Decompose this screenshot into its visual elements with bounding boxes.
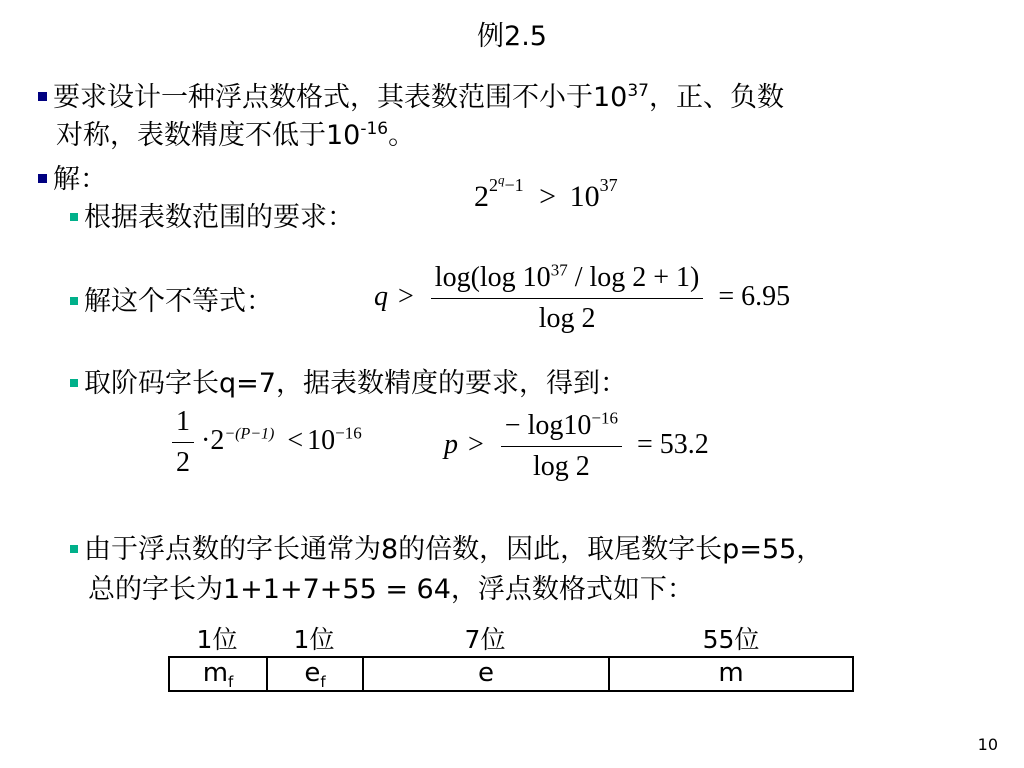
sub-item-wordlength: 由于浮点数的字长通常为8的倍数，因此，取尾数字长p=55，	[70, 532, 823, 568]
page-number: 10	[977, 735, 998, 754]
format-cell-e: e	[364, 658, 610, 690]
sub-item-range: 根据表数范围的要求：	[70, 200, 354, 236]
format-cell-mf: $m_f$	[170, 658, 268, 690]
equation-p: p > $\frac{- \log 10^{-16}}{\log 2}$ = 53.2	[444, 408, 709, 482]
equation-precision: $\frac{1}{2}$ $\cdot 2^{-(P-1)} < 10^{-16}$	[172, 406, 362, 479]
fraction-p: $\frac{- \log 10^{-16}}{\log 2}$	[501, 410, 622, 483]
float-format-table	[168, 656, 854, 692]
format-header-e: 7位	[464, 625, 506, 654]
format-cell-m: m	[718, 658, 744, 688]
bullet-icon	[38, 92, 47, 101]
paragraph-requirement-cont: 对称，表数精度不低于$10^{-16}$。	[56, 119, 416, 151]
fraction-half: $\frac{1}{2}$	[172, 406, 194, 479]
bullet-icon	[38, 174, 47, 183]
sub-item-wordlength-cont: 总的字长为1+1+7+55 = 64，浮点数格式如下：	[88, 574, 694, 605]
fraction-q: $\frac{\log(\log 10^{37} / \log 2 + 1)}{\log 2}$	[431, 262, 704, 335]
bullet-icon	[70, 545, 78, 553]
format-header-m: 55位	[702, 625, 760, 654]
format-header-ef: 1位	[293, 625, 335, 654]
paragraph-requirement: 要求设计一种浮点数格式，其表数范围不小于$10^{37}$，正、负数	[38, 80, 784, 116]
format-cell-ef: $e_f$	[268, 658, 364, 690]
bullet-icon	[70, 297, 78, 305]
bullet-icon	[70, 213, 78, 221]
bullet-icon	[70, 379, 78, 387]
sub-item-inequality: 解这个不等式：	[70, 284, 273, 320]
equation-range: $2^{2^q-1} > 10^{37}$	[474, 172, 618, 213]
equation-q: q > $\frac{\log(\log 10^{37} / \log 2 + 1)}{\log 2}$ = 6.95	[374, 260, 791, 334]
format-header-mf: 1位	[196, 625, 238, 654]
paragraph-solution: 解：	[38, 162, 107, 198]
sub-item-precision: 取阶码字长q=7，据表数精度的要求，得到：	[70, 366, 627, 402]
page-title: 例2.5	[477, 21, 547, 52]
